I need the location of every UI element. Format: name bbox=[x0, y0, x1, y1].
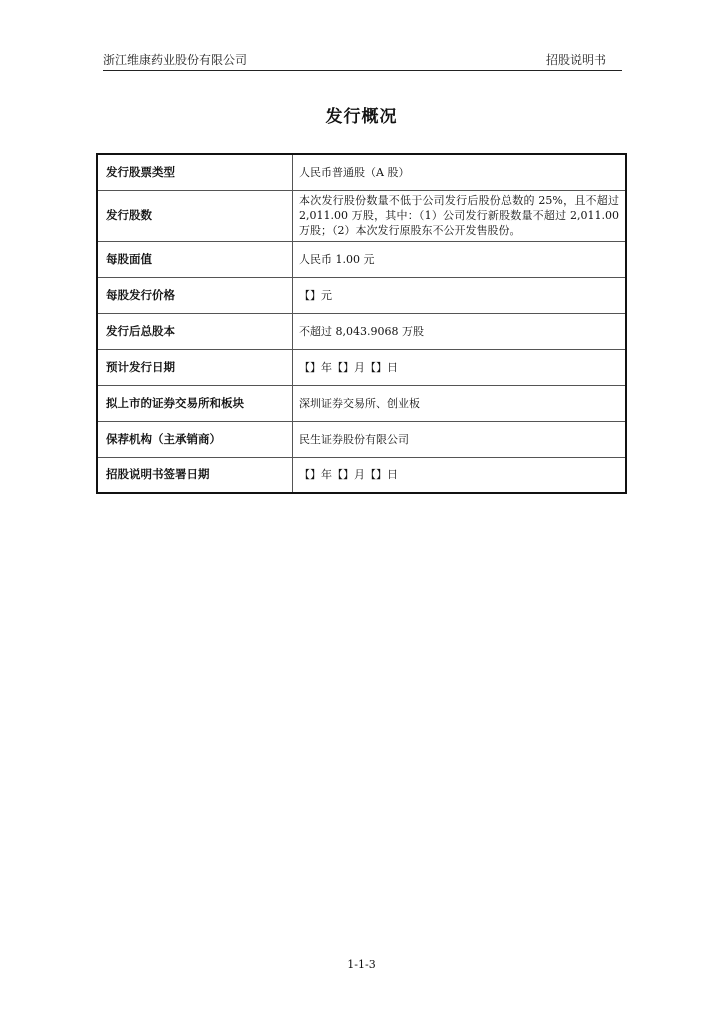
page-number: 1-1-3 bbox=[347, 958, 376, 971]
row-key-issue-price: 每股发行价格 bbox=[97, 277, 293, 313]
row-value-exchange-board: 深圳证券交易所、创业板 bbox=[293, 385, 627, 421]
row-value-issue-date: 【】年【】月【】日 bbox=[293, 349, 627, 385]
row-key-stock-type: 发行股票类型 bbox=[97, 154, 293, 190]
header-company-name: 浙江维康药业股份有限公司 bbox=[103, 53, 248, 67]
row-key-exchange-board: 拟上市的证券交易所和板块 bbox=[97, 385, 293, 421]
page-title: 发行概况 bbox=[325, 107, 398, 127]
table-row bbox=[97, 385, 626, 421]
header-document-type: 招股说明书 bbox=[545, 53, 606, 67]
row-key-total-shares: 发行后总股本 bbox=[97, 313, 293, 349]
row-key-signing-date: 招股说明书签署日期 bbox=[97, 457, 293, 493]
row-value-stock-type: 人民币普通股（A 股） bbox=[293, 154, 627, 190]
row-value-share-count: 本次发行股份数量不低于公司发行后股份总数的 25%，且不超过 2,011.00 万股，其中：（1）公司发行新股数量不超过 2,011.00 万股；（2）本次发行原股东不公开发售股份。 bbox=[293, 190, 627, 241]
table-row bbox=[97, 277, 626, 313]
table-row bbox=[97, 190, 626, 241]
row-value-issue-price: 【】元 bbox=[293, 277, 627, 313]
row-value-par-value: 人民币 1.00 元 bbox=[293, 241, 627, 277]
row-key-par-value: 每股面值 bbox=[97, 241, 293, 277]
table-row bbox=[97, 421, 626, 457]
issuance-overview-table bbox=[96, 153, 627, 494]
table-row bbox=[97, 457, 626, 493]
row-key-issue-date: 预计发行日期 bbox=[97, 349, 293, 385]
row-value-sponsor: 民生证券股份有限公司 bbox=[293, 421, 627, 457]
page-header bbox=[103, 50, 622, 71]
row-key-share-count: 发行股数 bbox=[97, 190, 293, 241]
table-row bbox=[97, 349, 626, 385]
row-value-signing-date: 【】年【】月【】日 bbox=[293, 457, 627, 493]
table-row bbox=[97, 154, 626, 190]
table-row bbox=[97, 241, 626, 277]
table-row bbox=[97, 313, 626, 349]
row-value-total-shares: 不超过 8,043.9068 万股 bbox=[293, 313, 627, 349]
row-key-sponsor: 保荐机构（主承销商） bbox=[97, 421, 293, 457]
